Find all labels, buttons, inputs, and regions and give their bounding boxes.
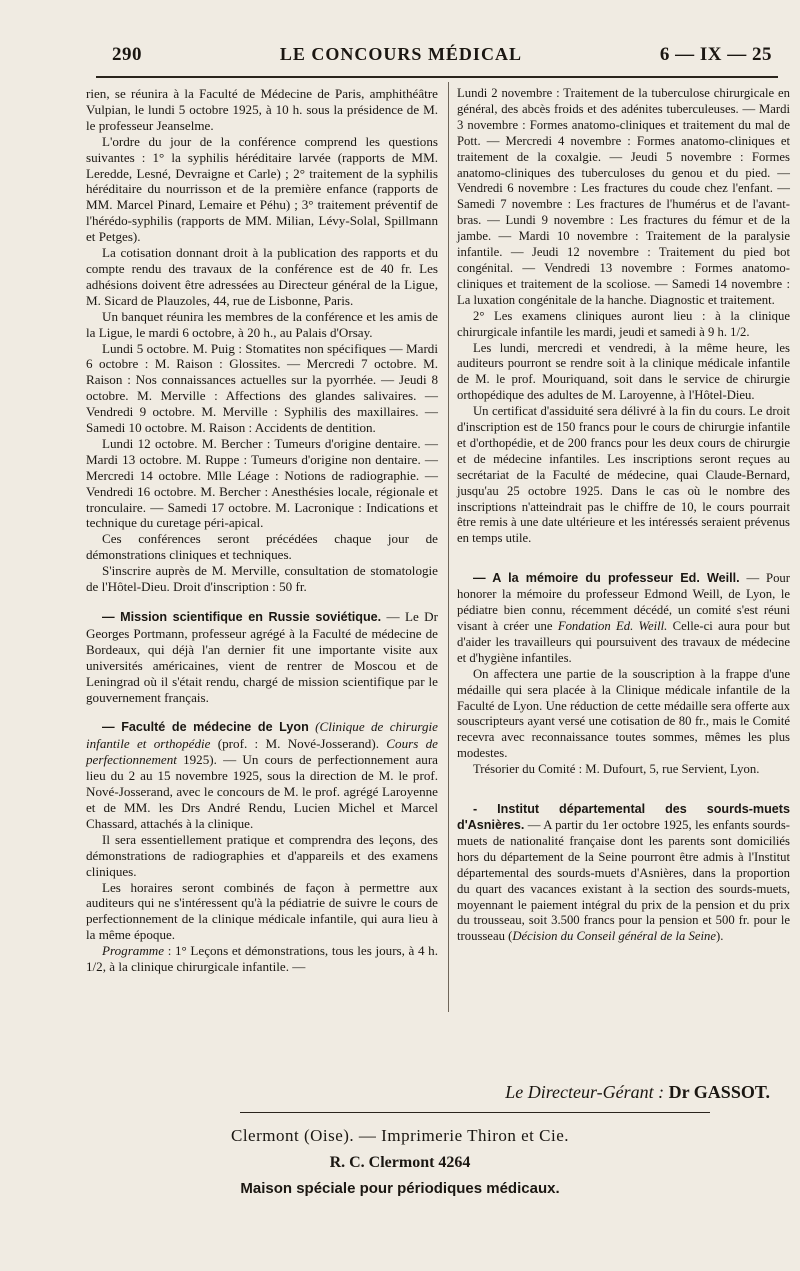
paragraph: rien, se réunira à la Faculté de Médecine de Paris, amphithéâtre Vulpian, le lundi 5 octobre 1925, à 10 h. sous la présidence de M. le professeur Jeanselme. — [86, 86, 438, 133]
paragraph: Lundi 12 octobre. M. Bercher : Tumeurs d'origine dentaire. — Mardi 13 octobre. M. Ruppe : Tumeurs d'origine non dentaire. — Mercredi 14 octobre. Mlle Léage : Notions de radiographie. — Vendredi 16 octobre. M. Bercher : Anesthésies locale, régionale et tronculaire. — Samedi 17 octobre. M. Lacronique : Indications et technique du curetage péri-apical. — [86, 435, 438, 531]
article-italic: (Clinique de chirurgie infantile et orthopédie — [86, 719, 438, 752]
article-italic: Décision du Conseil général de la Seine — [512, 929, 716, 944]
paragraph: Lundi 2 novembre : Traitement de la tuberculose chirurgicale en général, des abcès froids et des adénites tuberculeuses. — Mardi 3 novembre : Formes anatomo-cliniques et traitement du mal de Pott. — Mercredi 4 novembre : Formes anatomo-cliniques et traitement de la coxalgie. — Jeudi 5 novembre : Formes anatomo-cliniques des tuberculoses du genou et du pied. — Vendredi 6 novembre : Les fractures du coude chez l'enfant. — Samedi 7 novembre : Les fractures de l'humérus et de l'avant-bras. — Lundi 9 novembre : Les fractures du fémur et de la jambe. — Mardi 10 novembre : Traitement de la paralysie infantile. — Jeudi 12 novembre : Traitement du pied bot congénital. — Vendredi 13 novembre : Formes anatomo-cliniques et traitement de la scoliose. — Samedi 14 novembre : La luxation congénitale de la hanche. Diagnostic et traitement. — [457, 86, 790, 307]
paragraph: Ces conférences seront précédées chaque jour de démonstrations cliniques et techniques. — [86, 531, 438, 563]
article-title: — A la mémoire du professeur Ed. Weill. — [473, 571, 740, 586]
article-text: ). — [716, 929, 724, 944]
article-italic: Fondation Ed. Weill. — [552, 619, 668, 633]
right-column — [457, 86, 790, 945]
article-text: 1925). — Un cours de perfectionnement aura lieu du 2 au 15 novembre 1925, sous la direction de M. le prof. Nové-Josserand, avec le concours de M. le prof. agrégé Laroyenne et de MM. les Drs André Rendu, Lucien Michel et Marcel Chassard, attachés à la clinique. — [86, 752, 438, 831]
paragraph: On affectera une partie de la souscription à la frappe d'une médaille qui sera placée à la Clinique médicale infantile de la Faculté de Lyon. Une réduction de cette médaille sera offerte aux souscripteurs ayant versé une cotisation de 80 fr., mais le Comité recevra avec reconnaissance toutes sommes, mêmes les plus modestes. — [457, 666, 790, 761]
issue-date: 6 — IX — 25 — [659, 44, 772, 65]
paragraph-programme — [86, 943, 438, 975]
programme-text: : 1° Leçons et démonstrations, tous les jours, à 4 h. 1/2, à la clinique chirurgicale infantile. — — [86, 943, 438, 975]
page-number: 290 — [112, 44, 142, 65]
paragraph: Lundi 5 octobre. M. Puig : Stomatites non spécifiques — Mardi 6 octobre : M. Raison : Glossites. — Mercredi 7 octobre. M. Raison : Nos connaissances actuelles sur la pyorrhée. — Jeudi 8 octobre. M. Merville : Affections des glandes salivaires. — Vendredi 9 octobre. M. Merville : Syphilis des maxillaires. — Samedi 10 octobre. M. Raison : Accidents de dentition. — [86, 340, 438, 436]
paragraph: 2° Les examens cliniques auront lieu : à la clinique chirurgicale infantile les mardi, jeudi et samedi à 9 h. 1/2. — [457, 308, 790, 339]
programme-label: Programme — [102, 943, 165, 959]
column-divider — [448, 82, 449, 1012]
paragraph: Il sera essentiellement pratique et comprendra des leçons, des démonstrations de radiographies et d'appareils et des examens cliniques. — [86, 831, 438, 879]
article-title: — Faculté de médecine de Lyon — [102, 720, 309, 735]
article-italic: Cours de perfectionnement — [86, 736, 438, 768]
article-lyon — [86, 719, 438, 831]
paragraph: Les lundi, mercredi et vendredi, à la même heure, les auditeurs pourront se rendre soit à la clinique médicale infantile de M. le prof. Mouriquand, soit dans le service de chirurgie orthopédique des adultes de M. Laroyenne, à l'Hôtel-Dieu. — [457, 340, 790, 403]
director-name: Dr GASSOT. — [668, 1082, 770, 1102]
paragraph: S'inscrire auprès de M. Merville, consultation de stomatologie de l'Hôtel-Dieu. Droit d'inscription : 50 fr. — [86, 563, 438, 595]
article-title: — Mission scientifique en Russie soviétique. — [102, 610, 382, 624]
article-text: (prof. : M. Nové-Josserand). — [210, 736, 379, 752]
paragraph: Un banquet réunira les membres de la conférence et les amis de la Ligue, le mardi 6 octobre, à 20 h., au Palais d'Orsay. — [86, 308, 438, 340]
header-rule — [96, 76, 778, 78]
article-title: - Institut départemental des sourds-muets d'Asnières. — [457, 802, 790, 832]
article-text: Celle-ci aura pour but d'aider les travailleurs qui poursuivent des travaux de médecine et d'hygiène infantiles. — [457, 619, 790, 665]
article-text: — Pour honorer la mémoire du professeur Edmond Weill, de Lyon, le pédiatre bien connu, récemment décédé, un comité s'est réuni visant à créer une — [457, 571, 790, 633]
printer-specialty: Maison spéciale pour périodiques médicaux. — [240, 1180, 560, 1197]
paragraph: La cotisation donnant droit à la publication des rapports et du compte rendu des travaux de la conférence est de 40 fr. Les adhésions doivent être adressées au Directeur général de la Ligue, M. Sicard de Plauzoles, 44, rue de Lisbonne, Paris. — [86, 245, 438, 308]
article-text: — Le Dr Georges Portmann, professeur agrégé à la Faculté de médecine de Bordeaux, qui déjà l'an dernier fit une importante visite aux universités américaines, vient de rentrer de Moscou et de Leningrad où il s'était rendu, chargé de mission scientifique par le gouvernement français. — [86, 609, 438, 705]
article-asnieres — [457, 802, 790, 945]
journal-title: LE CONCOURS MÉDICAL — [279, 44, 522, 64]
page-header — [112, 44, 772, 70]
paragraph: L'ordre du jour de la conférence comprend les questions suivantes : 1° la syphilis héréditaire larvée (rapports de MM. Leredde, Lesné, Devraigne et Carle) ; 2° traitement de la syphilis héréditaire du nourrisson et de la première enfance (rapports de MM. Marcel Pinard, Lemaire et Péhu) ; 3° traitement préventif de l'hérédo-syphilis (rapports de MM. Milian, Lévy-Solal, Spillmann et Petges). — [86, 133, 438, 245]
article-mission — [86, 609, 438, 705]
paragraph: Les horaires seront combinés de façon à permettre aux auditeurs qui ne s'intéressent qu'à la pédiatrie de suivre le cours de perfectionnement de la clinique médicale infantile, qui aura lieu à la même époque. — [86, 879, 438, 943]
paragraph: Trésorier du Comité : M. Dufourt, 5, rue Servient, Lyon. — [473, 762, 760, 777]
paragraph: Un certificat d'assiduité sera délivré à la fin du cours. Le droit d'inscription est de 150 francs pour le cours de chirurgie infantile et d'orthopédie, et de 200 francs pour les deux cours de chirurgie et de médecine infantiles. Les inscriptions seront reçues au secrétariat de la Faculté de médecine, quai Claude-Bernard, jusqu'au 25 octobre 1925. Dans le cas où le nombre des inscriptions n'atteindrait pas le chiffre de 10, le cours pourrait être remis à une date ultérieure et les intéressés seraient prévenus en temps utile. — [457, 404, 790, 546]
registry-number: R. C. Clermont 4264 — [329, 1154, 471, 1171]
article-text: — A partir du 1er octobre 1925, les enfants sourds-muets de nationalité française dont les parents sont domiciliés hors du département de la Seine pourront être admis à l'Institut départemental des sourds-muets d'Asnières, dans la proportion du quart des vacances existant à la section des sourds-muets, moyennant le paiement intégral du prix de la pension et du prix du trousseau, soit 3.500 francs pour la pension et 500 fr. pour le trousseau ( — [457, 817, 790, 944]
left-column — [86, 86, 438, 975]
footer-rule — [240, 1112, 710, 1113]
article-weill — [457, 571, 790, 666]
printer-imprint: Clermont (Oise). — Imprimerie Thiron et Cie. — [230, 1126, 569, 1145]
director-label: Le Directeur-Gérant : — [505, 1082, 665, 1102]
director-signature — [470, 1082, 770, 1103]
